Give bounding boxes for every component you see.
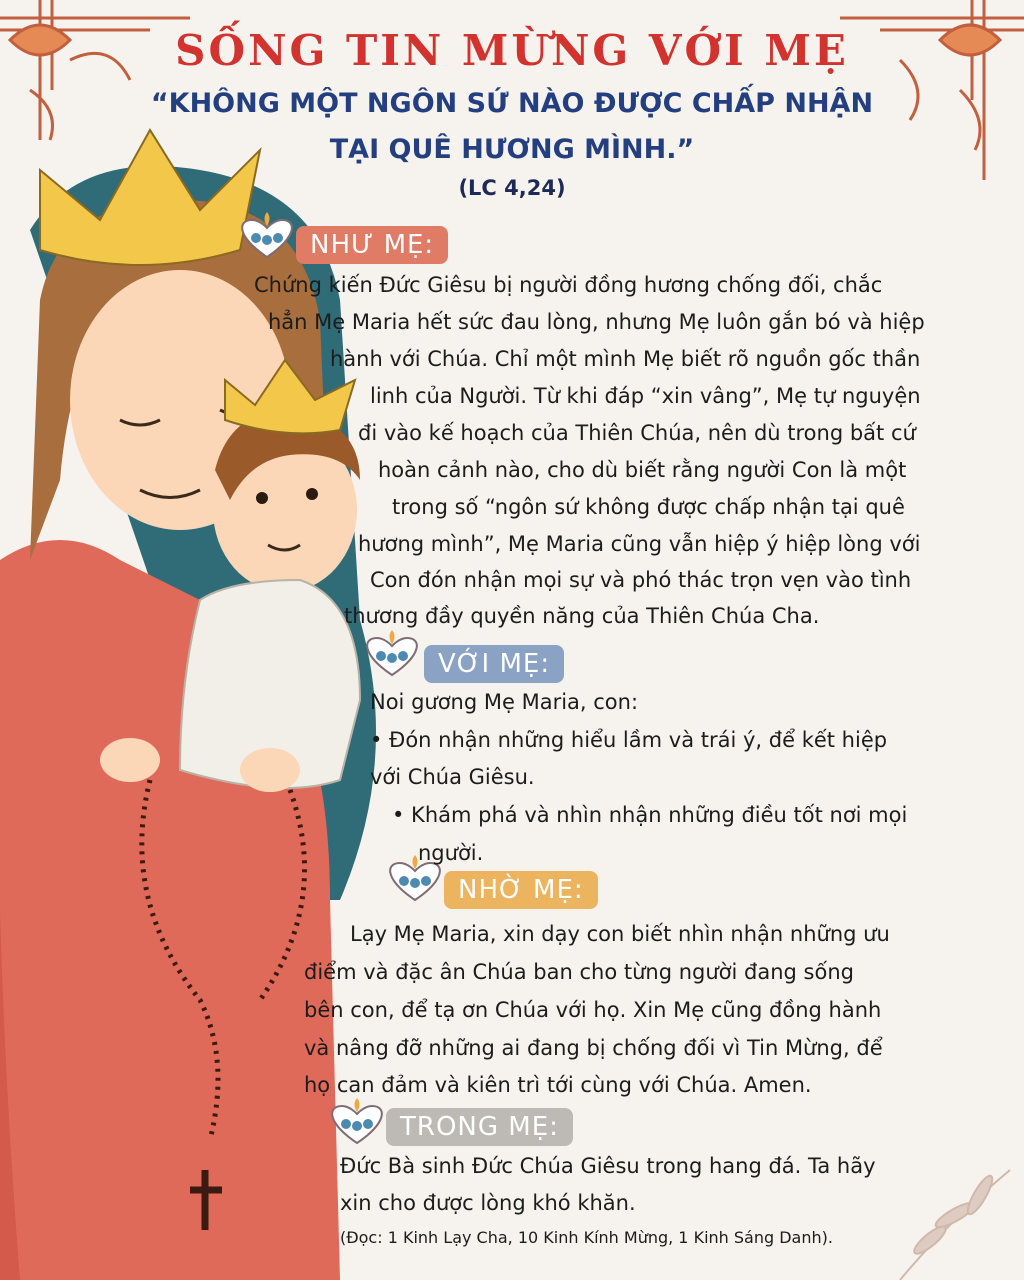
section-1-line: linh của Người. Từ khi đáp “xin vâng”, Mẹ tự nguyện	[370, 384, 921, 408]
section-1-line: hẳn Mẹ Maria hết sức đau lòng, nhưng Mẹ luôn gắn bó và hiệp	[268, 310, 925, 334]
section-1-line: hành với Chúa. Chỉ một mình Mẹ biết rõ nguồn gốc thần	[330, 347, 921, 371]
section-1-line: đi vào kế hoạch của Thiên Chúa, nên dù trong bất cứ	[358, 421, 916, 445]
section-1-line: Chứng kiến Đức Giêsu bị người đồng hương chống đối, chắc	[254, 273, 883, 297]
section-3-line: họ can đảm và kiên trì tới cùng với Chúa. Amen.	[304, 1073, 812, 1097]
quote-reference: (LC 4,24)	[458, 176, 566, 200]
leaf-sprig	[900, 1170, 1010, 1280]
section-3-line: và nâng đỡ những ai đang bị chống đối vì Tin Mừng, để	[304, 1036, 883, 1060]
heart-icon	[332, 1098, 382, 1143]
quote-line-2: TẠI QUÊ HƯƠNG MÌNH.”	[329, 134, 695, 165]
section-4-line: Đức Bà sinh Đức Chúa Giêsu trong hang đá. Ta hãy	[340, 1154, 876, 1178]
section-2-line: Noi gương Mẹ Maria, con:	[370, 690, 639, 714]
heart-icon	[367, 630, 417, 675]
section-1-line: Con đón nhận mọi sự và phó thác trọn vẹn vào tình	[370, 568, 912, 592]
section-2-line: • Khám phá và nhìn nhận những điều tốt nơi mọi	[392, 803, 908, 827]
section-2-line: với Chúa Giêsu.	[370, 765, 535, 789]
section-2-line: người.	[418, 841, 484, 865]
heading-nho-me: NHỜ MẸ:	[444, 871, 598, 909]
heading-nhu-me: NHƯ MẸ:	[296, 226, 448, 264]
section-1-line: trong số “ngôn sứ không được chấp nhận tại quê	[392, 495, 905, 519]
poster-title: SỐNG TIN MỪNG VỚI MẸ	[175, 26, 849, 75]
section-1-line: hoàn cảnh nào, cho dù biết rằng người Con là một	[378, 458, 907, 482]
section-3-line: điểm và đặc ân Chúa ban cho từng người đang sống	[304, 960, 854, 984]
section-1-line: thương đầy quyền năng của Thiên Chúa Cha.	[344, 604, 820, 628]
heading-voi-me: VỚI MẸ:	[424, 645, 564, 683]
section-3-line: Lạy Mẹ Maria, xin dạy con biết nhìn nhận những ưu	[350, 922, 890, 946]
section-1-line: hương mình”, Mẹ Maria cũng vẫn hiệp ý hiệp lòng với	[358, 532, 921, 556]
quote-line-1: “KHÔNG MỘT NGÔN SỨ NÀO ĐƯỢC CHẤP NHẬN	[150, 88, 874, 119]
prayer-footnote: (Đọc: 1 Kinh Lạy Cha, 10 Kinh Kính Mừng, 1 Kinh Sáng Danh).	[340, 1228, 833, 1247]
heading-trong-me: TRONG MẸ:	[386, 1108, 573, 1146]
section-2-line: • Đón nhận những hiểu lầm và trái ý, để kết hiệp	[370, 728, 888, 752]
section-3-line: bên con, để tạ ơn Chúa với họ. Xin Mẹ cũng đồng hành	[304, 998, 882, 1022]
section-4-line: xin cho được lòng khó khăn.	[340, 1191, 636, 1215]
